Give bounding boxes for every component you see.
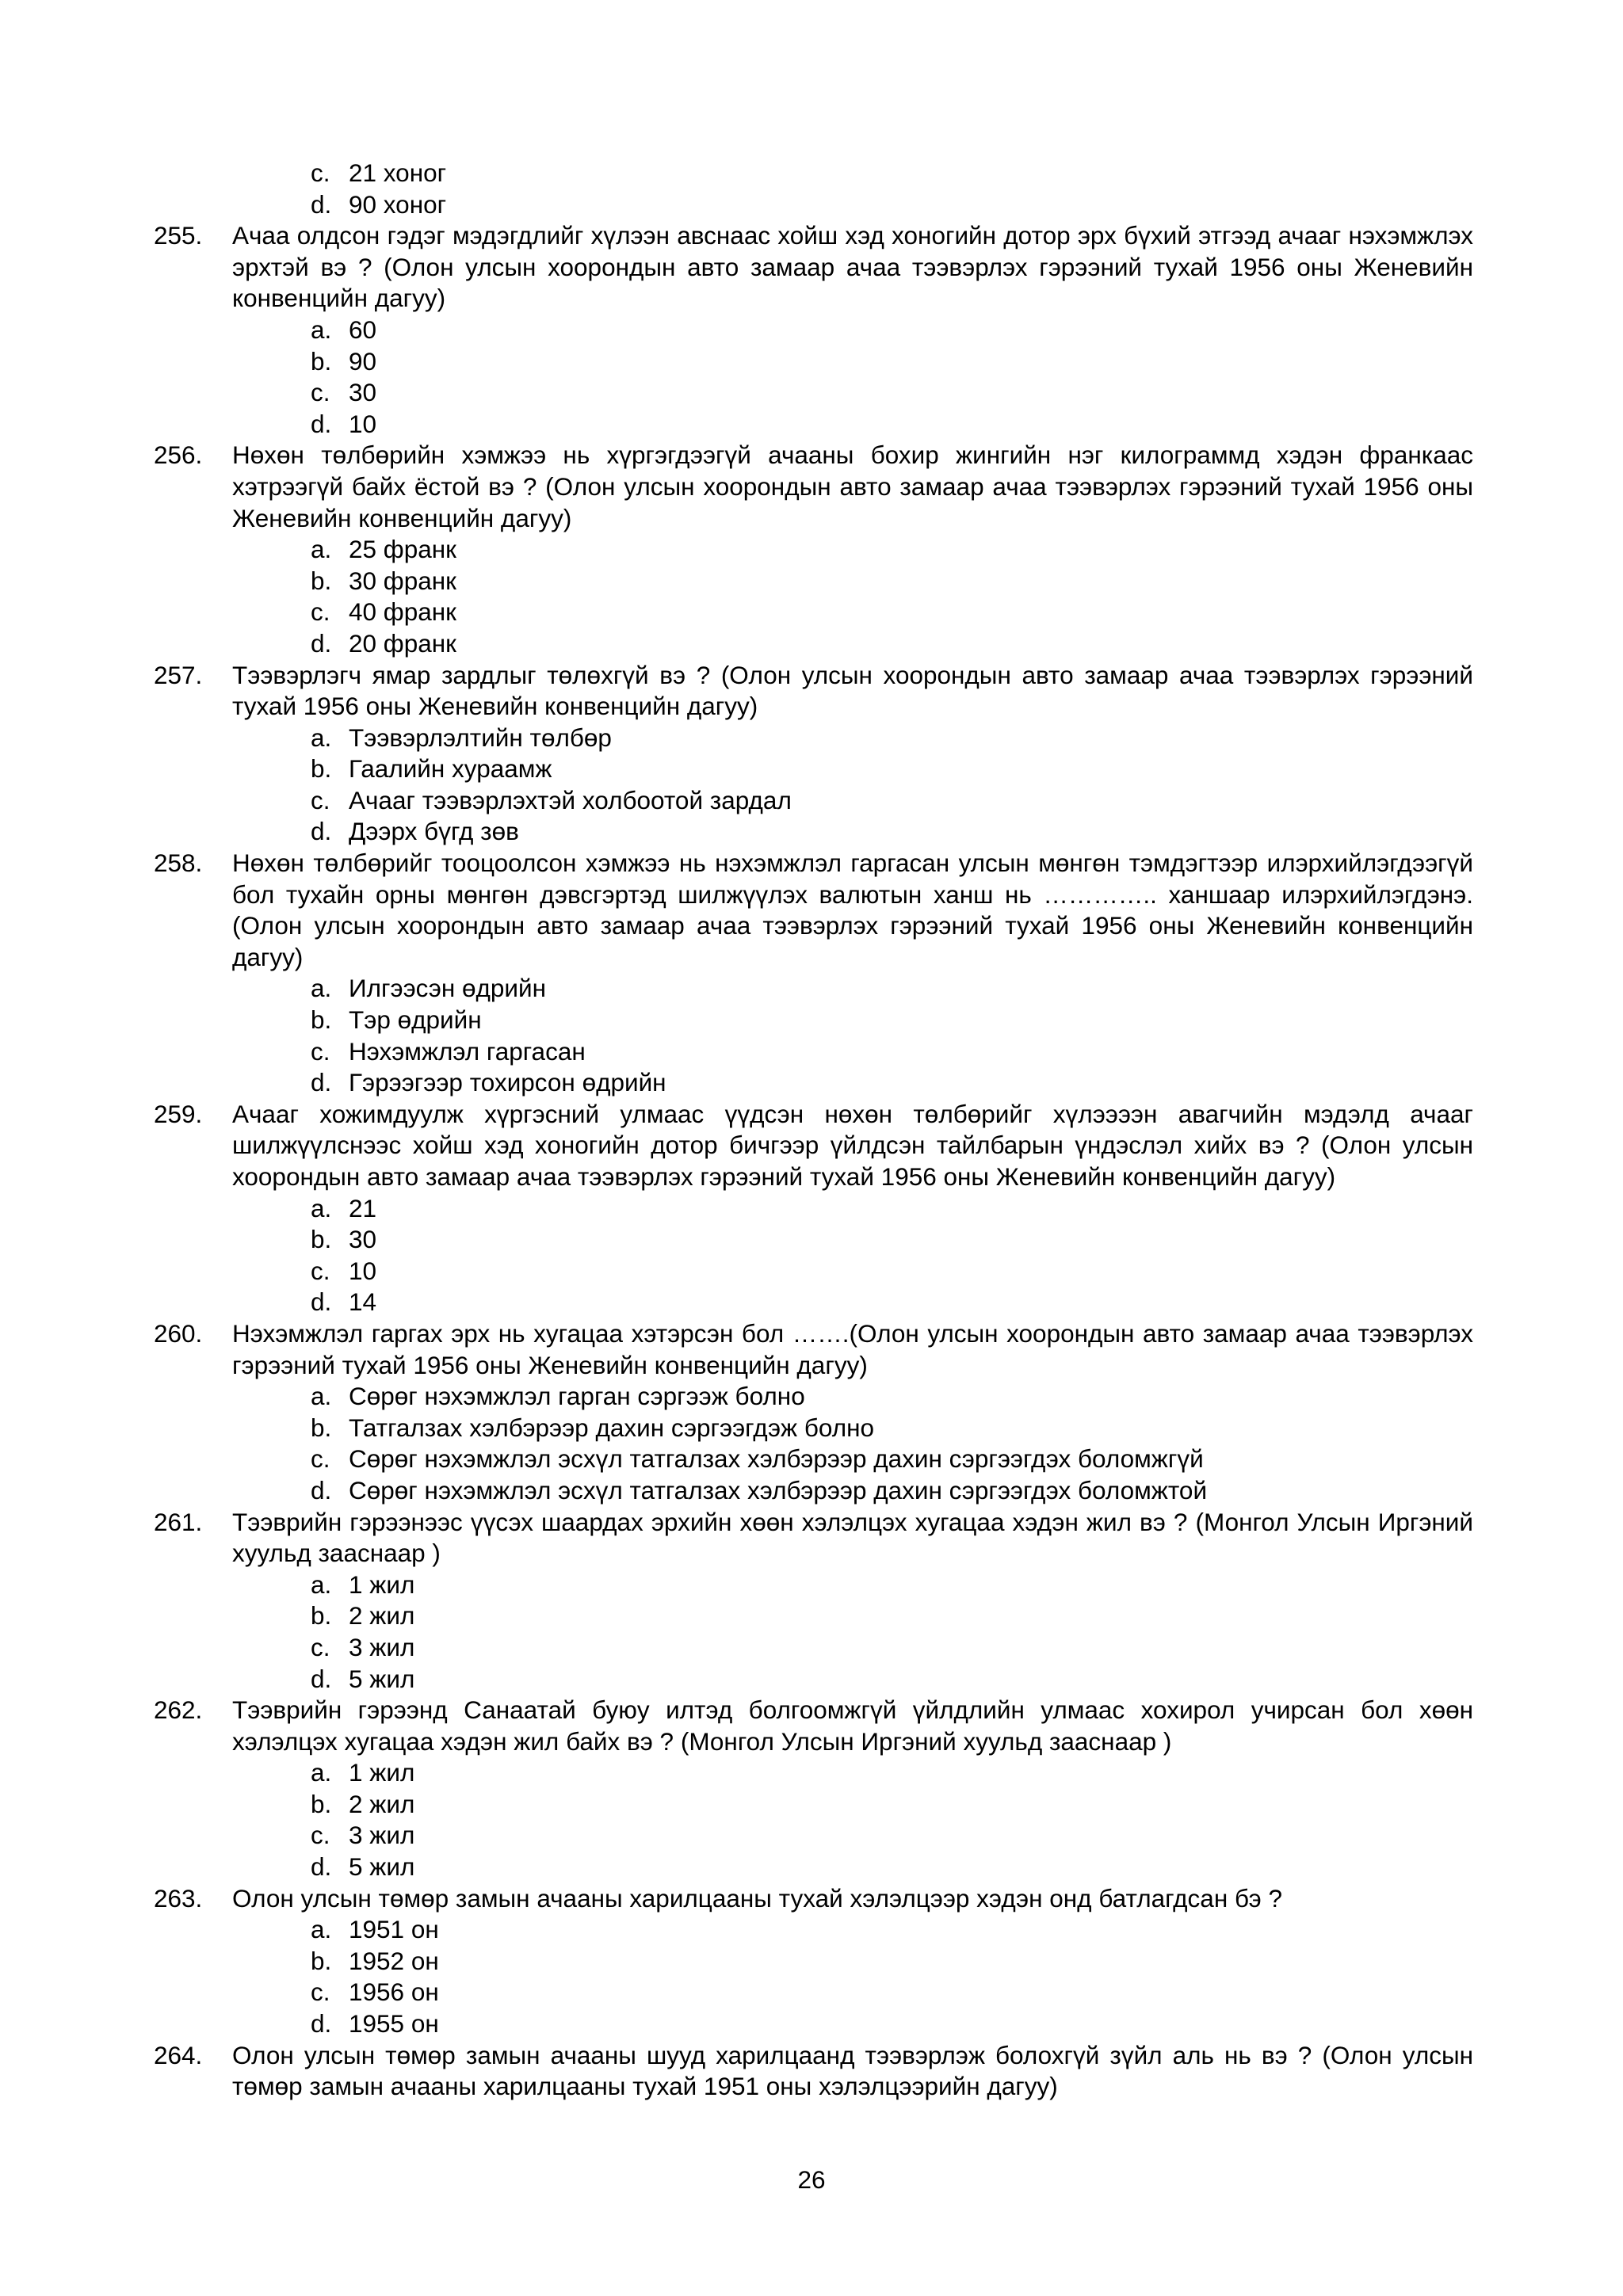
option-text: Татгалзах хэлбэрээр дахин сэргээгдэж болно xyxy=(349,1413,875,1442)
option-text: 3 жил xyxy=(349,1632,415,1661)
answer-option xyxy=(0,1413,1623,1444)
answer-option xyxy=(0,1036,1623,1068)
answer-option xyxy=(0,1789,1623,1821)
option-label: d. xyxy=(311,409,332,438)
answer-option xyxy=(0,1820,1623,1852)
answer-option xyxy=(0,1569,1623,1601)
question-text: Тээврийн гэрээнээс үүсэх шаардах эрхийн хөөн хэлэлцэх хугацаа хэдэн жил вэ ? (Монгол Улсын Иргэний хуульд зааснаар ) xyxy=(232,1507,1473,1568)
answer-option xyxy=(0,1946,1623,1978)
option-text: Дээрх бүгд зөв xyxy=(349,817,519,846)
answer-option xyxy=(0,1632,1623,1664)
option-label: b. xyxy=(311,1005,332,1035)
question-number: 258. xyxy=(154,849,203,878)
answer-option xyxy=(0,816,1623,848)
option-text: 1 жил xyxy=(349,1758,415,1787)
option-text: 60 xyxy=(349,315,377,344)
option-text: 90 xyxy=(349,346,377,376)
option-label: d. xyxy=(311,1852,332,1882)
answer-option xyxy=(0,1852,1623,1883)
option-text: Сөрөг нэхэмжлэл гарган сэргээж болно xyxy=(349,1382,805,1411)
answer-option xyxy=(0,2008,1623,2040)
answer-option xyxy=(0,1256,1623,1287)
option-label: d. xyxy=(311,1068,332,1097)
option-label: a. xyxy=(311,535,332,564)
question-262 xyxy=(0,1695,1473,1757)
answer-option xyxy=(0,377,1623,409)
answer-option xyxy=(0,723,1623,754)
option-text: Сөрөг нэхэмжлэл эсхүл татгалзах хэлбэрээр дахин сэргээгдэх боломжтой xyxy=(349,1475,1208,1505)
option-label: b. xyxy=(311,566,332,595)
option-label: d. xyxy=(311,2009,332,2039)
question-260 xyxy=(0,1318,1473,1381)
option-label: d. xyxy=(311,1475,332,1505)
option-label: b. xyxy=(311,1413,332,1442)
option-label: a. xyxy=(311,974,332,1003)
option-text: 40 франк xyxy=(349,597,456,627)
option-text: 30 xyxy=(349,1225,377,1254)
option-text: 1952 он xyxy=(349,1946,439,1975)
option-text: Ачааг тээвэрлэхтэй холбоотой зардал xyxy=(349,785,792,814)
question-text: Олон улсын төмөр замын ачааны харилцааны тухай хэлэлцээр хэдэн онд батлагдсан бэ ? xyxy=(232,1883,1282,1913)
question-number: 261. xyxy=(154,1507,203,1536)
question-number: 264. xyxy=(154,2040,203,2069)
question-number: 263. xyxy=(154,1883,203,1913)
question-number: 260. xyxy=(154,1318,203,1348)
answer-option xyxy=(0,1757,1623,1789)
question-255 xyxy=(0,220,1473,315)
question-text: Тээврийн гэрээнд Санаатай буюу илтэд болгоомжгүй үйлдлийн улмаас хохирол учирсан бол хөөн хэлэлцэх хугацаа хэдэн жил байх вэ ? (Монгол Улсын Иргэний хуульд зааснаар ) xyxy=(232,1695,1473,1756)
answer-option xyxy=(0,785,1623,817)
option-label: a. xyxy=(311,1758,332,1787)
answer-option xyxy=(0,1475,1623,1507)
option-text: 21 хоног xyxy=(349,158,447,187)
option-label: c. xyxy=(311,1978,330,2007)
question-257 xyxy=(0,660,1473,723)
answer-option xyxy=(0,1600,1623,1632)
option-label: c. xyxy=(311,1256,330,1285)
answer-option xyxy=(0,973,1623,1005)
option-text: 2 жил xyxy=(349,1789,415,1818)
question-259 xyxy=(0,1099,1473,1193)
question-256 xyxy=(0,440,1473,534)
answer-option xyxy=(0,1067,1623,1099)
option-text: 1955 он xyxy=(349,2009,439,2039)
option-label: b. xyxy=(311,1601,332,1630)
answer-option xyxy=(0,189,1623,221)
question-261 xyxy=(0,1507,1473,1569)
answer-option xyxy=(0,628,1623,660)
option-text: 21 xyxy=(349,1193,377,1222)
answer-option xyxy=(0,158,1623,189)
answer-option xyxy=(0,1977,1623,2008)
question-number: 256. xyxy=(154,441,203,470)
option-text: 10 xyxy=(349,409,377,438)
question-text: Нөхөн төлбөрийн хэмжээ нь хүргэгдээгүй ачааны бохир жингийн нэг килограммд хэдэн франкаас хэтрээгүй байх ёстой вэ ? (Олон улсын хоорондын авто замаар ачаа тээвэрлэх гэрээний тухай 1956 оны Женевийн конвенцийн дагуу) xyxy=(232,441,1473,532)
question-list xyxy=(0,158,1623,2103)
option-text: 10 xyxy=(349,1256,377,1285)
option-text: 3 жил xyxy=(349,1821,415,1850)
question-number: 257. xyxy=(154,660,203,689)
answer-option xyxy=(0,1193,1623,1225)
question-text: Нэхэмжлэл гаргах эрх нь хугацаа хэтэрсэн бол …….(Олон улсын хоорондын авто замаар ачаа тээвэрлэх гэрээний тухай 1956 оны Женевийн конвенцийн дагуу) xyxy=(232,1318,1473,1379)
answer-option xyxy=(0,1914,1623,1946)
option-text: 5 жил xyxy=(349,1852,415,1882)
option-text: Гаалийн хураамж xyxy=(349,754,552,784)
page-number: 26 xyxy=(797,2165,826,2194)
option-text: 1956 он xyxy=(349,1978,439,2007)
question-263 xyxy=(0,1883,1473,1915)
option-label: b. xyxy=(311,1946,332,1975)
answer-option xyxy=(0,346,1623,378)
option-label: d. xyxy=(311,189,332,219)
answer-option xyxy=(0,597,1623,628)
option-text: 5 жил xyxy=(349,1664,415,1693)
option-label: a. xyxy=(311,1569,332,1599)
answer-option xyxy=(0,753,1623,785)
answer-option xyxy=(0,534,1623,566)
answer-option xyxy=(0,1005,1623,1036)
option-label: d. xyxy=(311,817,332,846)
option-label: a. xyxy=(311,1382,332,1411)
question-number: 259. xyxy=(154,1099,203,1128)
option-label: d. xyxy=(311,628,332,658)
answer-option xyxy=(0,1381,1623,1413)
option-label: c. xyxy=(311,158,330,187)
question-text: Ачааг хожимдуулж хүргэсний улмаас үүдсэн нөхөн төлбөрийг хүлээээн авагчийн мэдэлд ачааг шилжүүлснээс хойш хэд хоногийн дотор бичгээр үйлдсэн тайлбарын үндэслэл хийх вэ ? (Олон улсын хоорондын авто замаар ачаа тээвэрлэх гэрээний тухай 1956 оны Женевийн конвенцийн дагуу) xyxy=(232,1099,1473,1191)
answer-option xyxy=(0,1664,1623,1695)
option-label: c. xyxy=(311,1036,330,1066)
option-label: a. xyxy=(311,1193,332,1222)
question-258 xyxy=(0,848,1473,973)
option-text: 30 франк xyxy=(349,566,456,595)
answer-option xyxy=(0,409,1623,441)
option-text: 14 xyxy=(349,1287,377,1317)
option-text: Нэхэмжлэл гаргасан xyxy=(349,1036,586,1066)
question-number: 255. xyxy=(154,221,203,250)
option-text: 20 франк xyxy=(349,628,456,658)
option-text: 1 жил xyxy=(349,1569,415,1599)
option-text: Тэр өдрийн xyxy=(349,1005,482,1035)
option-text: Илгээсэн өдрийн xyxy=(349,974,546,1003)
option-text: Тээвэрлэлтийн төлбөр xyxy=(349,723,612,752)
answer-option xyxy=(0,1444,1623,1475)
option-label: c. xyxy=(311,1821,330,1850)
option-label: a. xyxy=(311,723,332,752)
option-text: 1951 он xyxy=(349,1915,439,1944)
option-label: a. xyxy=(311,1915,332,1944)
option-label: c. xyxy=(311,1632,330,1661)
question-264 xyxy=(0,2040,1473,2103)
option-label: c. xyxy=(311,785,330,814)
option-label: b. xyxy=(311,754,332,784)
option-label: c. xyxy=(311,378,330,407)
option-text: 90 хоног xyxy=(349,189,447,219)
option-text: Гэрээгээр тохирсон өдрийн xyxy=(349,1068,666,1097)
option-label: d. xyxy=(311,1664,332,1693)
answer-option xyxy=(0,315,1623,346)
option-label: b. xyxy=(311,1789,332,1818)
option-label: b. xyxy=(311,1225,332,1254)
answer-option xyxy=(0,1287,1623,1318)
option-text: Сөрөг нэхэмжлэл эсхүл татгалзах хэлбэрээр дахин сэргээгдэх боломжгүй xyxy=(349,1444,1204,1474)
question-text: Олон улсын төмөр замын ачааны шууд харилцаанд тээвэрлэж болохгүй зүйл аль нь вэ ? (Олон улсын төмөр замын ачааны харилцааны тухай 1951 оны хэлэлцээрийн дагуу) xyxy=(232,2040,1473,2101)
option-label: d. xyxy=(311,1287,332,1317)
option-text: 25 франк xyxy=(349,535,456,564)
question-text: Тээвэрлэгч ямар зардлыг төлөхгүй вэ ? (Олон улсын хоорондын авто замаар ачаа тээвэрлэх гэрээний тухай 1956 оны Женевийн конвенцийн дагуу) xyxy=(232,660,1473,721)
option-label: a. xyxy=(311,315,332,344)
option-text: 30 xyxy=(349,378,377,407)
question-number: 262. xyxy=(154,1695,203,1725)
answer-option xyxy=(0,566,1623,597)
option-label: c. xyxy=(311,1444,330,1474)
question-text: Нөхөн төлбөрийг тооцоолсон хэмжээ нь нэхэмжлэл гаргасан улсын мөнгөн тэмдэгтээр илэрхийлэгдээгүй бол тухайн орны мөнгөн дэвсгэртэд шилжүүлэх валютын ханш нь ………….. ханшаар илэрхийлэгдэнэ. (Олон улсын хоорондын авто замаар ачаа тээвэрлэх гэрээний тухай 1956 оны Женевийн конвенцийн дагуу) xyxy=(232,849,1473,971)
question-text: Ачаа олдсон гэдэг мэдэгдлийг хүлээн авснаас хойш хэд хоногийн дотор эрх бүхий этгээд ачааг нэхэмжлэх эрхтэй вэ ? (Олон улсын хоорондын авто замаар ачаа тээвэрлэх гэрээний тухай 1956 оны Женевийн конвенцийн дагуу) xyxy=(232,221,1473,313)
option-label: c. xyxy=(311,597,330,627)
option-label: b. xyxy=(311,346,332,376)
answer-option xyxy=(0,1224,1623,1256)
option-text: 2 жил xyxy=(349,1601,415,1630)
